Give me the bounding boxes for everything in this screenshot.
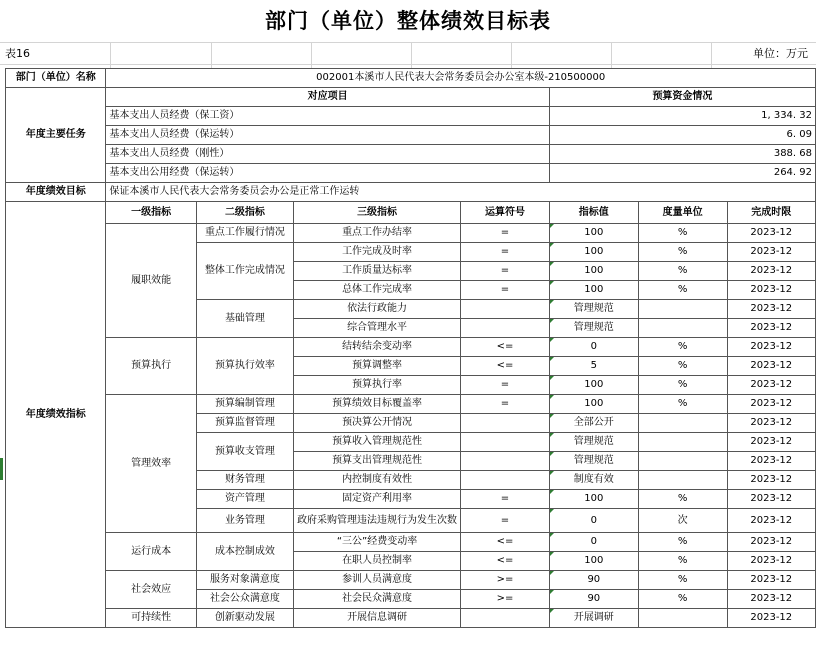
operator-cell[interactable]: = [461, 509, 550, 533]
value-cell[interactable]: 100 [549, 243, 638, 262]
level3-cell[interactable]: 结转结余变动率 [294, 338, 461, 357]
level1-cell[interactable]: 履职效能 [106, 224, 196, 338]
level3-cell[interactable]: 重点工作办结率 [294, 224, 461, 243]
unit-cell[interactable]: % [638, 338, 727, 357]
operator-cell[interactable] [461, 414, 550, 433]
value-cell[interactable]: 管理规范 [549, 433, 638, 452]
operator-cell[interactable]: <= [461, 552, 550, 571]
level1-cell[interactable]: 社会效应 [106, 571, 196, 609]
level3-cell[interactable]: 政府采购管理违法违规行为发生次数 [294, 509, 461, 533]
unit-cell[interactable]: % [638, 224, 727, 243]
value-cell[interactable]: 管理规范 [549, 452, 638, 471]
table-number: 表16 [5, 47, 30, 60]
operator-cell[interactable]: = [461, 281, 550, 300]
task-fund[interactable]: 6. 09 [549, 126, 815, 145]
operator-cell[interactable] [461, 471, 550, 490]
head-value: 指标值 [549, 202, 638, 224]
goal-label: 年度绩效目标 [6, 183, 106, 202]
value-cell[interactable]: 0 [549, 338, 638, 357]
deadline-cell[interactable]: 2023-12 [727, 357, 815, 376]
page-title: 部门（单位）整体绩效目标表 [265, 9, 551, 33]
unit-cell[interactable]: % [638, 395, 727, 414]
unit-cell[interactable]: % [638, 376, 727, 395]
deadline-cell[interactable]: 2023-12 [727, 452, 815, 471]
level1-cell[interactable]: 可持续性 [106, 609, 196, 628]
level2-cell[interactable]: 预算编制管理 [196, 395, 293, 414]
value-cell[interactable]: 100 [549, 376, 638, 395]
deadline-cell[interactable]: 2023-12 [727, 262, 815, 281]
deadline-cell[interactable]: 2023-12 [727, 590, 815, 609]
level3-cell[interactable]: 开展信息调研 [294, 609, 461, 628]
level3-cell[interactable]: 工作完成及时率 [294, 243, 461, 262]
goal-value[interactable]: 保证本溪市人民代表大会常务委员会办公是正常工作运转 [106, 183, 816, 202]
value-cell[interactable]: 100 [549, 262, 638, 281]
deadline-cell[interactable]: 2023-12 [727, 319, 815, 338]
deadline-cell[interactable]: 2023-12 [727, 243, 815, 262]
operator-cell[interactable] [461, 300, 550, 319]
deadline-cell[interactable]: 2023-12 [727, 533, 815, 552]
dept-value[interactable]: 002001本溪市人民代表大会常务委员会办公室本级-210500000 [106, 69, 816, 88]
value-cell[interactable]: 0 [549, 533, 638, 552]
table-row [6, 571, 816, 590]
operator-cell[interactable] [461, 319, 550, 338]
value-cell[interactable]: 0 [549, 509, 638, 533]
deadline-cell[interactable]: 2023-12 [727, 395, 815, 414]
level3-cell[interactable]: 工作质量达标率 [294, 262, 461, 281]
table-row [6, 224, 816, 243]
performance-table [5, 68, 816, 628]
deadline-cell[interactable]: 2023-12 [727, 609, 815, 628]
value-cell[interactable]: 5 [549, 357, 638, 376]
task-item[interactable]: 基本支出人员经费（保运转） [106, 126, 549, 145]
table-row [6, 338, 816, 357]
unit-cell[interactable]: 次 [638, 509, 727, 533]
deadline-cell[interactable]: 2023-12 [727, 281, 815, 300]
level3-cell[interactable]: 预算调整率 [294, 357, 461, 376]
unit-cell[interactable]: % [638, 552, 727, 571]
unit-cell[interactable]: % [638, 357, 727, 376]
head-level3: 三级指标 [294, 202, 461, 224]
level3-cell[interactable]: 预决算公开情况 [294, 414, 461, 433]
level3-cell[interactable]: 预算绩效目标覆盖率 [294, 395, 461, 414]
level2-cell[interactable]: 重点工作履行情况 [196, 224, 293, 243]
task-head-item: 对应项目 [106, 88, 549, 107]
unit-cell[interactable]: % [638, 590, 727, 609]
value-cell[interactable]: 100 [549, 281, 638, 300]
level2-cell[interactable]: 预算执行效率 [196, 338, 293, 395]
indicator-label: 年度绩效指标 [6, 202, 106, 628]
level1-cell[interactable]: 预算执行 [106, 338, 196, 395]
operator-cell[interactable]: <= [461, 338, 550, 357]
level3-cell[interactable]: 社会民众满意度 [294, 590, 461, 609]
level2-cell[interactable]: 整体工作完成情况 [196, 243, 293, 300]
level3-cell[interactable]: 依法行政能力 [294, 300, 461, 319]
task-item[interactable]: 基本支出人员经费（刚性） [106, 145, 549, 164]
deadline-cell[interactable]: 2023-12 [727, 414, 815, 433]
value-cell[interactable]: 全部公开 [549, 414, 638, 433]
unit-cell[interactable] [638, 300, 727, 319]
task-item[interactable]: 基本支出公用经费（保运转） [106, 164, 549, 183]
grid-line [0, 64, 816, 65]
unit-label: 单位：万元 [753, 47, 808, 60]
level3-cell[interactable]: 内控制度有效性 [294, 471, 461, 490]
unit-cell[interactable] [638, 609, 727, 628]
operator-cell[interactable]: >= [461, 571, 550, 590]
deadline-cell[interactable]: 2023-12 [727, 552, 815, 571]
deadline-cell[interactable]: 2023-12 [727, 300, 815, 319]
operator-cell[interactable]: = [461, 376, 550, 395]
task-label: 年度主要任务 [6, 88, 106, 183]
deadline-cell[interactable]: 2023-12 [727, 433, 815, 452]
head-level1: 一级指标 [106, 202, 196, 224]
level3-cell[interactable]: “三公”经费变动率 [294, 533, 461, 552]
unit-cell[interactable]: % [638, 281, 727, 300]
level2-cell[interactable]: 创新驱动发展 [196, 609, 293, 628]
value-cell[interactable]: 100 [549, 490, 638, 509]
level3-cell[interactable]: 预算执行率 [294, 376, 461, 395]
unit-cell[interactable] [638, 433, 727, 452]
operator-cell[interactable]: <= [461, 533, 550, 552]
head-operator: 运算符号 [461, 202, 550, 224]
table-row [6, 395, 816, 414]
head-level2: 二级指标 [196, 202, 293, 224]
deadline-cell[interactable]: 2023-12 [727, 490, 815, 509]
value-cell[interactable]: 开展调研 [549, 609, 638, 628]
operator-cell[interactable]: = [461, 395, 550, 414]
level2-cell[interactable]: 预算收支管理 [196, 433, 293, 471]
level1-cell[interactable]: 管理效率 [106, 395, 196, 533]
value-cell[interactable]: 90 [549, 590, 638, 609]
grid-line [0, 42, 816, 43]
unit-cell[interactable]: % [638, 243, 727, 262]
operator-cell[interactable]: = [461, 243, 550, 262]
operator-cell[interactable]: = [461, 224, 550, 243]
dept-label: 部门（单位）名称 [6, 69, 106, 88]
level2-cell[interactable]: 成本控制成效 [196, 533, 293, 571]
table-row [6, 533, 816, 552]
operator-cell[interactable]: <= [461, 357, 550, 376]
value-cell[interactable]: 90 [549, 571, 638, 590]
level2-cell[interactable]: 业务管理 [196, 509, 293, 533]
level2-cell[interactable]: 社会公众满意度 [196, 590, 293, 609]
task-head-fund: 预算资金情况 [549, 88, 815, 107]
level2-cell[interactable]: 资产管理 [196, 490, 293, 509]
unit-cell[interactable]: % [638, 533, 727, 552]
task-fund[interactable]: 264. 92 [549, 164, 815, 183]
deadline-cell[interactable]: 2023-12 [727, 471, 815, 490]
value-cell[interactable]: 100 [549, 395, 638, 414]
operator-cell[interactable]: >= [461, 590, 550, 609]
head-deadline: 完成时限 [727, 202, 815, 224]
deadline-cell[interactable]: 2023-12 [727, 509, 815, 533]
value-cell[interactable]: 管理规范 [549, 319, 638, 338]
unit-cell[interactable]: % [638, 490, 727, 509]
unit-cell[interactable] [638, 452, 727, 471]
value-cell[interactable]: 制度有效 [549, 471, 638, 490]
level2-cell[interactable]: 服务对象满意度 [196, 571, 293, 590]
unit-cell[interactable]: % [638, 262, 727, 281]
level3-cell[interactable]: 预算支出管理规范性 [294, 452, 461, 471]
level3-cell[interactable]: 综合管理水平 [294, 319, 461, 338]
row-selection-marker [0, 458, 3, 480]
deadline-cell[interactable]: 2023-12 [727, 338, 815, 357]
operator-cell[interactable] [461, 452, 550, 471]
level2-cell[interactable]: 基础管理 [196, 300, 293, 338]
table-row [6, 609, 816, 628]
operator-cell[interactable]: = [461, 262, 550, 281]
value-cell[interactable]: 100 [549, 552, 638, 571]
task-fund[interactable]: 1, 334. 32 [549, 107, 815, 126]
task-fund[interactable]: 388. 68 [549, 145, 815, 164]
unit-cell[interactable] [638, 319, 727, 338]
task-item[interactable]: 基本支出人员经费（保工资） [106, 107, 549, 126]
operator-cell[interactable] [461, 609, 550, 628]
unit-cell[interactable] [638, 471, 727, 490]
deadline-cell[interactable]: 2023-12 [727, 376, 815, 395]
deadline-cell[interactable]: 2023-12 [727, 571, 815, 590]
unit-cell[interactable]: % [638, 571, 727, 590]
level1-cell[interactable]: 运行成本 [106, 533, 196, 571]
head-unit: 度量单位 [638, 202, 727, 224]
value-cell[interactable]: 管理规范 [549, 300, 638, 319]
level2-cell[interactable]: 财务管理 [196, 471, 293, 490]
unit-cell[interactable] [638, 414, 727, 433]
deadline-cell[interactable]: 2023-12 [727, 224, 815, 243]
operator-cell[interactable]: = [461, 490, 550, 509]
level3-cell[interactable]: 预算收入管理规范性 [294, 433, 461, 452]
level3-cell[interactable]: 在职人员控制率 [294, 552, 461, 571]
level2-cell[interactable]: 预算监督管理 [196, 414, 293, 433]
operator-cell[interactable] [461, 433, 550, 452]
level3-cell[interactable]: 参训人员满意度 [294, 571, 461, 590]
value-cell[interactable]: 100 [549, 224, 638, 243]
level3-cell[interactable]: 总体工作完成率 [294, 281, 461, 300]
level3-cell[interactable]: 固定资产利用率 [294, 490, 461, 509]
